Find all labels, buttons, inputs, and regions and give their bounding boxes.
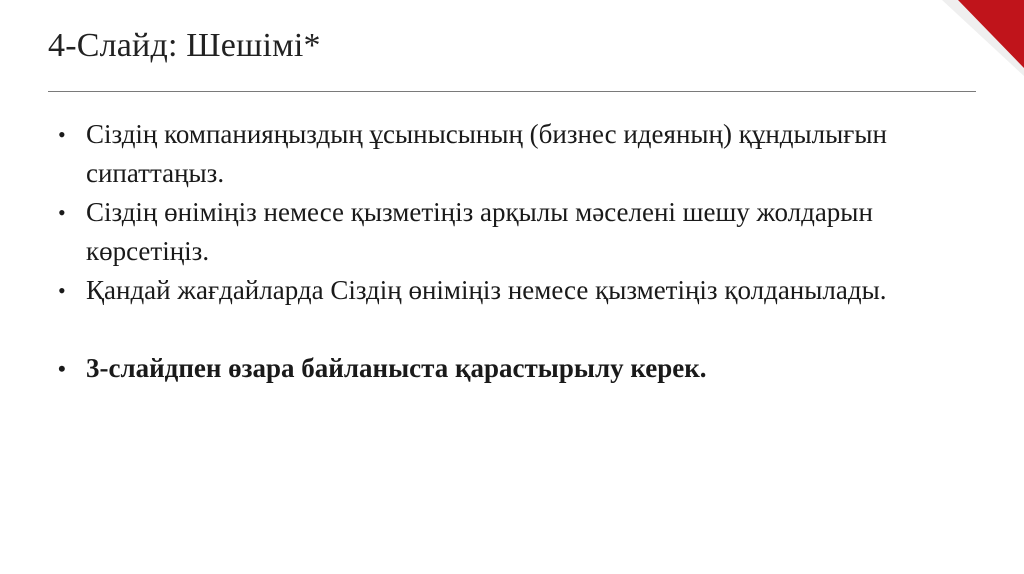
title-divider — [48, 91, 976, 92]
bullet-text: Қандай жағдайларда Сіздің өніміңіз немесе қызметіңіз қолданылады. — [86, 275, 887, 305]
corner-decoration — [942, 0, 1024, 76]
bullet-item-value — [52, 115, 952, 193]
bullet-marker: • — [58, 122, 66, 147]
bullet-item-connection-note — [52, 349, 952, 388]
bullet-text: Сіздің компанияңыздың ұсынысының (бизнес идеяның) құндылығын сипаттаңыз. — [86, 119, 887, 188]
bullet-marker: • — [58, 200, 66, 225]
bullet-list — [52, 115, 952, 388]
bullet-item-usage — [52, 271, 952, 310]
bullet-marker: • — [58, 356, 66, 381]
bullet-marker: • — [58, 278, 66, 303]
bullet-text: 3-слайдпен өзара байланыста қарастырылу керек. — [86, 353, 707, 383]
bullet-text: Сіздің өніміңіз немесе қызметіңіз арқылы мәселені шешу жолдарын көрсетіңіз. — [86, 197, 873, 266]
bullet-item-solution — [52, 193, 952, 271]
slide-title: 4-Слайд: Шешімі* — [48, 27, 321, 64]
